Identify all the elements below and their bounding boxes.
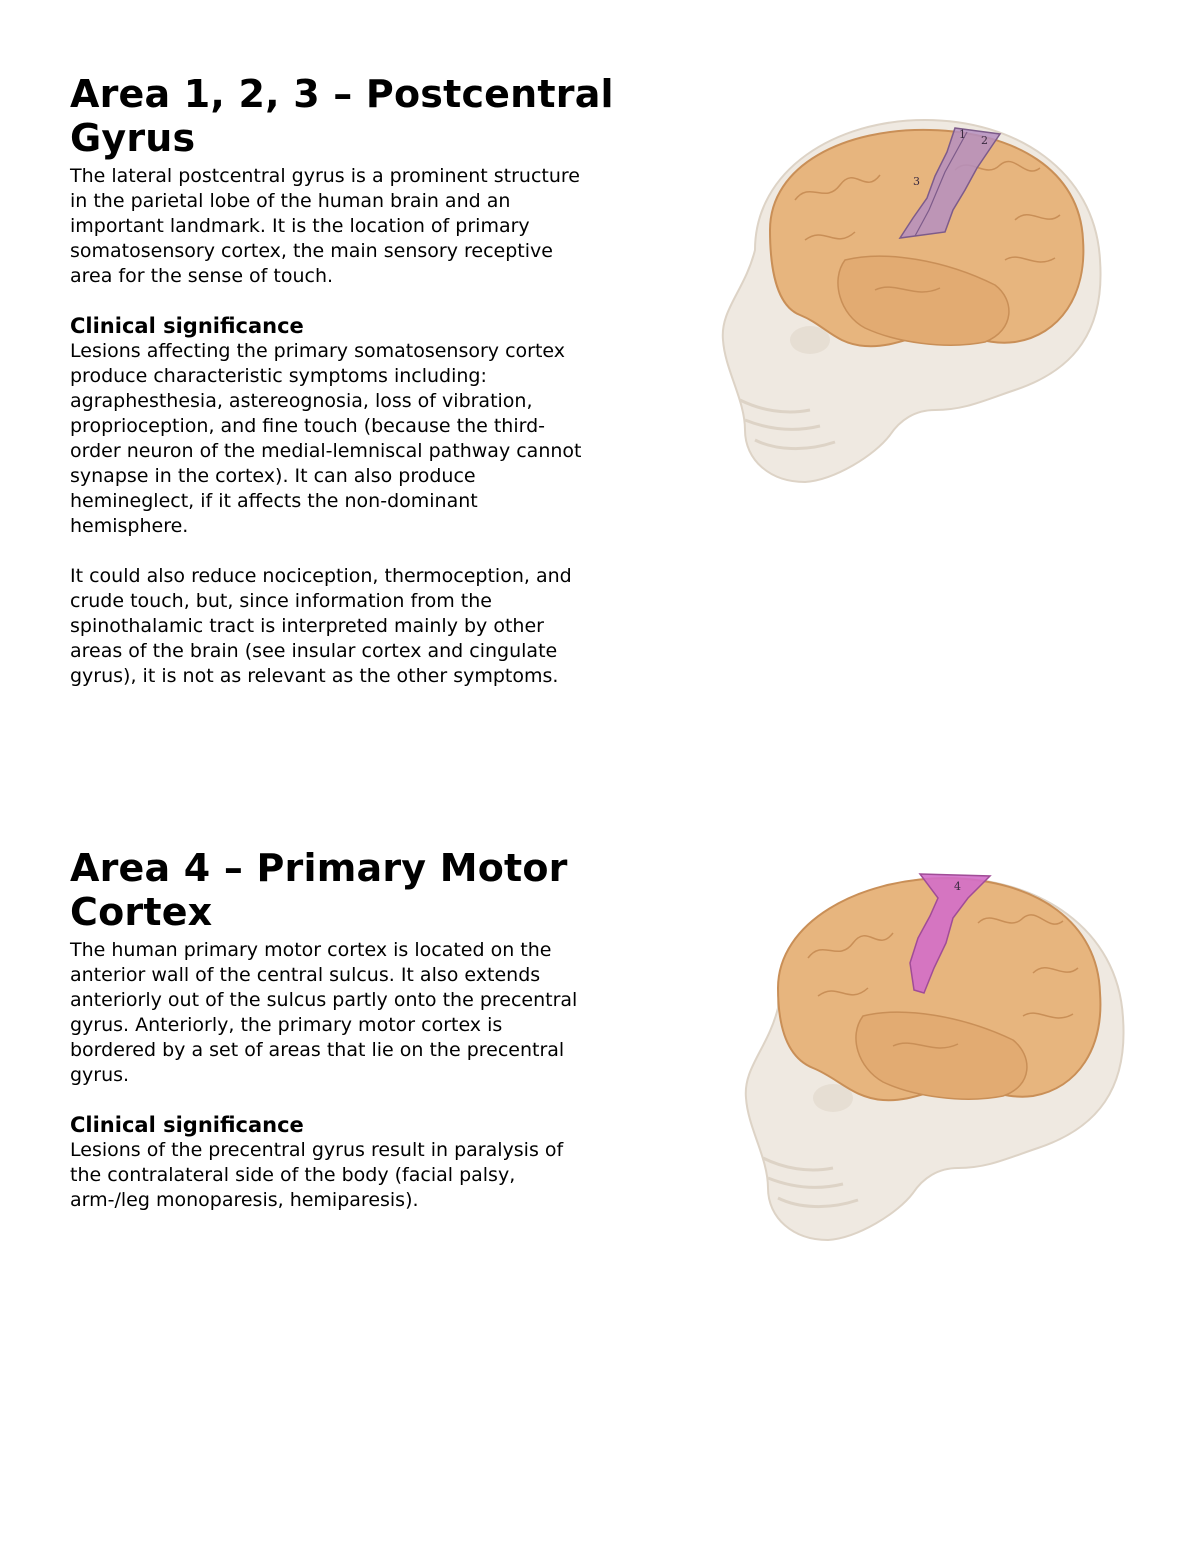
section-title-line2: Gyrus — [70, 116, 196, 160]
area-label-3: 3 — [913, 175, 920, 188]
section-title-line1: Area 4 – Primary Motor — [70, 846, 568, 890]
section-title-line2: Cortex — [70, 890, 213, 934]
clinical-paragraph-2: It could also reduce nociception, thermoception, and crude touch, but, since information from the spinothalamic tract is interpreted mainly by other areas of the brain (see insular cortex and cingulate gyrus), it is not as relevant as the other symptoms. — [70, 565, 572, 687]
section-primary-motor-cortex — [70, 846, 670, 1213]
section-title-line1: Area 1, 2, 3 – Postcentral — [70, 72, 614, 116]
clinical-paragraph-1: Lesions affecting the primary somatosensory cortex produce characteristic symptoms including: agraphesthesia, astereognosia, loss of vibration, proprioception, and fine touch (because the third- order neuron of the medial-lemniscal pathway cannot synapse in the cortex). It can also produce hemineglect, if it affects the non-dominant hemisphere. — [70, 340, 582, 537]
section-postcentral-gyrus — [70, 72, 670, 689]
section-title — [70, 846, 670, 934]
brain-figure-area-4 — [738, 868, 1138, 1248]
brain-figure-area-1-2-3 — [715, 110, 1115, 490]
clinical-significance-heading: Clinical significance — [70, 1113, 304, 1137]
area-label-1: 1 — [959, 128, 966, 141]
area-label-2: 2 — [981, 134, 988, 147]
clinical-significance-heading: Clinical significance — [70, 314, 304, 338]
intro-paragraph: The lateral postcentral gyrus is a prominent structure in the parietal lobe of the human brain and an important landmark. It is the location of primary somatosensory cortex, the main sensory receptive area for the sense of touch. — [70, 165, 580, 287]
area-label-4: 4 — [954, 880, 961, 893]
intro-paragraph: The human primary motor cortex is located on the anterior wall of the central sulcus. It also extends anteriorly out of the sulcus partly onto the precentral gyrus. Anteriorly, the primary motor cortex is bordered by a set of areas that lie on the precentral gyrus. — [70, 939, 578, 1086]
brain-skull-illustration — [738, 868, 1138, 1248]
clinical-paragraph-1: Lesions of the precentral gyrus result in paralysis of the contralateral side of the body (facial palsy, arm-/leg monoparesis, hemiparesis). — [70, 1139, 564, 1211]
section-title — [70, 72, 670, 160]
brain-skull-illustration — [715, 110, 1115, 490]
eye-socket — [790, 326, 830, 354]
